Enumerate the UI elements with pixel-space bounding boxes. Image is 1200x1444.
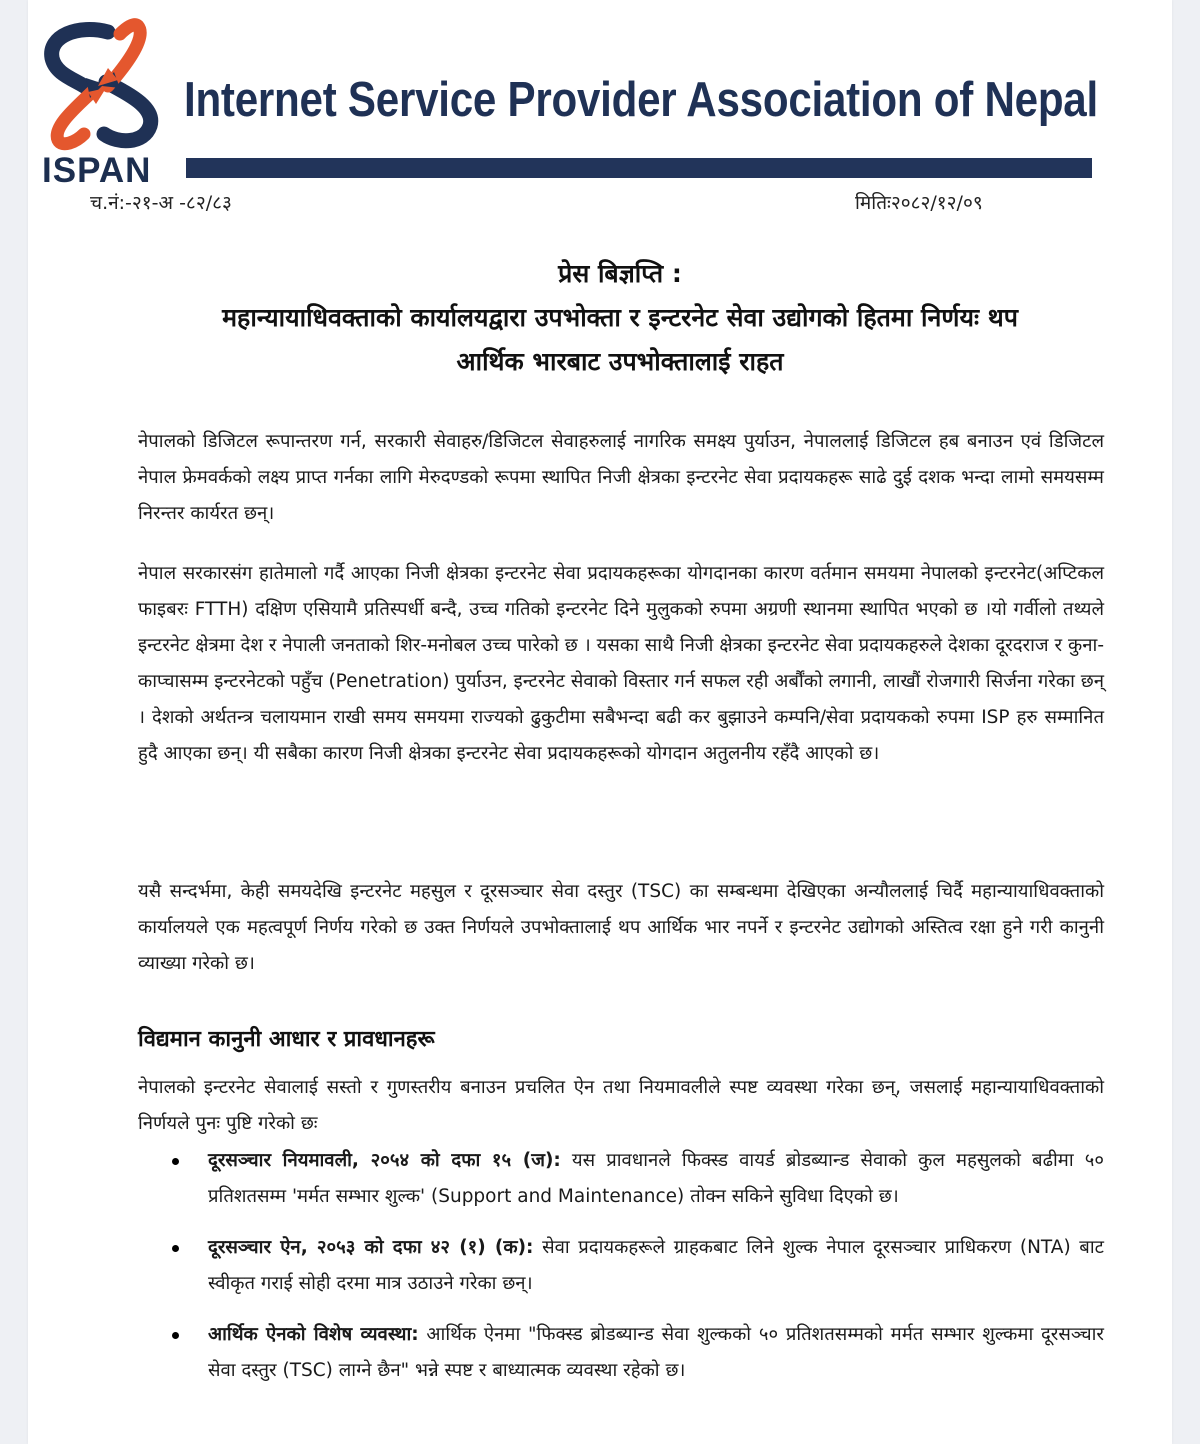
press-release-title-line-1: महान्यायाधिवक्ताको कार्यालयद्वारा उपभोक्ता र इन्टरनेट सेवा उद्योगको हितमा निर्णयः थप <box>222 303 1018 332</box>
provision-text: सेवा प्रदायकहरूले ग्राहकबाट लिने शुल्क नेपाल दूरसञ्चार प्राधिकरण (NTA) बाट स्वीकृत गराई सोही दरमा मात्र उठाउने गरेका छन्। <box>208 1237 1104 1294</box>
list-item <box>172 1230 1104 1302</box>
body-paragraph: यसै सन्दर्भमा, केही समयदेखि इन्टरनेट महसुल र दूरसञ्चार सेवा दस्तुर (TSC) का सम्बन्धमा देखिएका अन्यौललाई चिर्दै महान्यायाधिवक्ताको कार्यालयले एक महत्वपूर्ण निर्णय गरेको छ उक्त निर्णयले उपभोक्तालाई थप आर्थिक भार नपर्ने र इन्टरनेट उद्योगको अस्तित्व रक्षा हुने गरी कानुनी व्याख्या गरेको छ। <box>138 881 1104 974</box>
document-date: मितिः२०८२/१२/०९ <box>855 192 983 214</box>
body-paragraph: नेपाल सरकारसंग हातेमालो गर्दै आएका निजी क्षेत्रका इन्टरनेट सेवा प्रदायकहरूका योगदानका कारण वर्तमान समयमा नेपालको इन्टरनेट(अप्टिकल फाइबरः FTTH) दक्षिण एसियामै प्रतिस्पर्धी बन्दै, उच्च गतिको इन्टरनेट दिने मुलुकको रुपमा अग्रणी स्थानमा स्थापित भएको छ ।यो गर्वीलो तथ्यले इन्टरनेट क्षेत्रमा देश र नेपाली जनताको शिर-मनोबल उच्च पारेको छ । यसका साथै निजी क्षेत्रका इन्टरनेट सेवा प्रदायकहरुले देशका दूरदराज र कुना-काप्चासम्म इन्टरनेटको पहुँच (Penetration) पुर्याउन, इन्टरनेट सेवाको विस्तार गर्न सफल रही अर्बौंको लगानी, लाखौं रोजगारी सिर्जना गरेका छन् । देशको अर्थतन्त्र चलायमान राखी समय समयमा राज्यको ढुकुटीमा सबैभन्दा बढी कर बुझाउने कम्पनि/सेवा प्रदायकको रुपमा ISP हरु सम्मानित हुदै आएका छन्। यी सबैका कारण निजी क्षेत्रका इन्टरनेट सेवा प्रदायकहरूको योगदान अतुलनीय रहँदै आएको छ। <box>138 563 1104 764</box>
reference-number: च.नं:-२१-अ -८२/८३ <box>90 192 232 214</box>
logo-wordmark: ISPAN <box>42 151 152 190</box>
provision-text: यस प्रावधानले फिक्स्ड वायर्ड ब्रोडब्यान्ड सेवाको कुल महसुलको बढीमा ५० प्रतिशतसम्म 'मर्मत सम्भार शुल्क' (Support and Maintenance) तोक्न सकिने सुविधा दिएको छ। <box>208 1150 1104 1207</box>
bullet-icon <box>172 1332 179 1339</box>
provision-label: दूरसञ्चार नियमावली, २०५४ को दफा १५ (ज): <box>208 1150 561 1171</box>
letterhead-divider <box>186 158 1092 178</box>
bullet-icon <box>172 1158 179 1165</box>
bullet-icon <box>172 1245 179 1252</box>
list-item <box>172 1317 1104 1389</box>
press-release-label: प्रेस बिज्ञप्ति : <box>558 259 682 288</box>
organization-name: Internet Service Provider Association of Nepal <box>184 73 1098 127</box>
provision-text: आर्थिक ऐनमा "फिक्स्ड ब्रोडब्यान्ड सेवा शुल्कको ५० प्रतिशतसम्मको मर्मत सम्भार शुल्कमा दूरसञ्चार सेवा दस्तुर (TSC) लाग्ने छैन" भन्ने स्पष्ट र बाध्यात्मक व्यवस्था रहेको छ। <box>208 1324 1104 1381</box>
press-release-heading <box>120 252 1120 384</box>
press-release-title-line-2: आर्थिक भारबाट उपभोक्तालाई राहत <box>456 347 784 376</box>
section-intro: नेपालको इन्टरनेट सेवालाई सस्तो र गुणस्तरीय बनाउन प्रचलित ऐन तथा नियमावलीले स्पष्ट व्यवस्था गरेका छन्, जसलाई महान्यायाधिवक्ताको निर्णयले पुनः पुष्टि गरेको छः <box>138 1077 1104 1134</box>
list-item <box>172 1143 1104 1215</box>
provision-label: आर्थिक ऐनको विशेष व्यवस्था: <box>208 1324 419 1345</box>
provisions-list <box>172 1143 1104 1404</box>
section-heading: विद्यमान कानुनी आधार र प्रावधानहरू <box>138 1027 435 1052</box>
body-paragraph: नेपालको डिजिटल रूपान्तरण गर्न, सरकारी सेवाहरु/डिजिटल सेवाहरुलाई नागरिक समक्ष्य पुर्याउन, नेपाललाई डिजिटल हब बनाउन एवं डिजिटल नेपाल फ्रेमवर्कको लक्ष्य प्राप्त गर्नका लागि मेरुदण्डको रूपमा स्थापित निजी क्षेत्रका इन्टरनेट सेवा प्रदायकहरू साढे दुई दशक भन्दा लामो समयसम्म निरन्तर कार्यरत छन्। <box>138 431 1104 524</box>
ispan-logo-icon <box>38 18 168 153</box>
provision-label: दूरसञ्चार ऐन, २०५३ को दफा ४२ (१) (क): <box>208 1237 534 1258</box>
